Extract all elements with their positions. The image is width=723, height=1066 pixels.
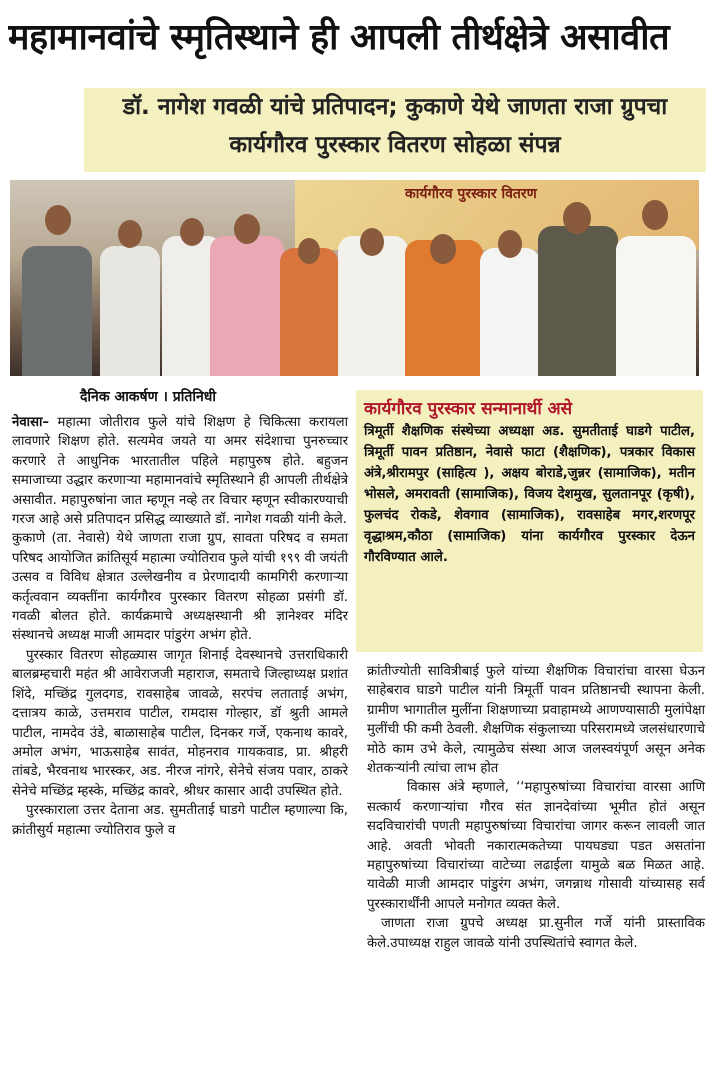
paragraph-5: क्रांतीज्योती सावित्रीबाई फुले यांच्या शैक्षणिक विचारांचा वारसा घेऊन साहेबराव घाडगे पाटील यांनी त्रिमूर्ती पावन प्रतिष्ठानची स्थापना केली. ग्रामीण भागातील मुलींना शिक्षणाच्या प्रवाहामध्ये आणण्यासाठी मुलांपेक्षा मुलींची फी कमी ठेवली. शैक्षणिक संकुलाच्या परिसरामध्ये जलसंधारणाचे मोठे काम उभे केले, त्यामुळेच संस्था आज जलस्वयंपूर्ण असून अनेक शेतकऱ्यांनी त्यांचा लाभ होत xyxy=(367,664,705,777)
paragraph-4: पुरस्काराला उत्तर देताना अड. सुमतीताई घाडगे पाटील म्हणाल्या कि, क्रांतीसुर्य महात्मा ज्योतिराव फुले व xyxy=(12,803,348,838)
event-photo xyxy=(10,180,699,376)
article-column-left xyxy=(12,413,348,840)
subheadline-box xyxy=(84,88,706,172)
dateline: नेवासा– xyxy=(12,415,49,430)
awardees-box xyxy=(356,390,703,652)
subheadline-line-1: डॉ. नागेश गवळी यांचे प्रतिपादन; कुकाणे येथे जाणता राजा ग्रुपचा xyxy=(122,94,668,120)
awardees-title: कार्यगौरव पुरस्कार सन्मानार्थी असे xyxy=(364,399,573,419)
paragraph-2: कुकाणे (ता. नेवासे) येथे जाणता राजा ग्रुप, सावता परिषद व समता परिषद आयोजित क्रांतिसूर्य महात्मा ज्योतिराव फुले यांची १९९ वी जयंती उत्सव व विविध क्षेत्रात उल्लेखनीय व प्रेरणादायी कामगिरी करणाऱ्या कर्तृत्ववान व्यक्तींना कार्यगौरव पुरस्कार वितरण सोहळा प्रसंगी डॉ. गवळी बोलत होते. कार्यक्रमाचे अध्यक्षस्थानी श्री ज्ञानेश्वर मंदिर संस्थानचे अध्यक्ष माजी आमदार पांडुरंग अभंग होते. xyxy=(12,531,348,644)
awardees-list: त्रिमूर्ती शैक्षणिक संस्थेच्या अध्यक्षा अड. सुमतीताई घाडगे पाटील, त्रिमूर्ती पावन प्रतिष्ठान, नेवासे फाटा (शैक्षणिक), पत्रकार विकास अंत्रे,श्रीरामपुर (साहित्य ), अक्षय बोराडे,जुन्नर (सामाजिक), मतीन भोसले, अमरावती (सामाजिक), विजय देशमुख, सुलतानपूर (कृषी), फुलचंद रोकडे, शेवगाव (सामाजिक), रावसाहेब मगर,शरणपूर वृद्धाश्रम,कौठा (सामाजिक) यांना कार्यगौरव पुरस्कार देऊन गौरविण्यात आले. xyxy=(364,424,695,565)
paragraph-3: पुरस्कार वितरण सोहळ्यास जागृत शिनाई देवस्थानचे उत्तराधिकारी बालब्रम्हचारी महंत श्री आवेराजजी महाराज, समताचे जिल्हाध्यक्ष प्रशांत शिंदे, मच्छिंद्र गुलदगड, रावसाहेब जावळे, सरपंच लताताई अभंग, दत्तात्रय काळे, उत्तमराव पाटील, रामदास गोल्हार, डॉ श्रुती आमले पाटील, नामदेव उंडे, बाळासाहेब पाटील, दिनकर गर्जे, एकनाथ कावरे, अमोल अभंग, भाऊसाहेब सावंत, मोहनराव गायकवाड, प्रा. श्रीहरी तांबडे, भैरवनाथ भारस्कर, अड. नीरज नांगरे, सेनेचे संजय पवार, ठाकरे सेनेचे मच्छिंद्र म्हस्के, मच्छिंद्र कावरे, श्रीधर कासार आदी उपस्थित होते. xyxy=(12,647,348,799)
banner-text: कार्यगौरव पुरस्कार वितरण xyxy=(405,186,537,202)
byline: दैनिक आकर्षण । प्रतिनिधी xyxy=(80,389,216,405)
headline: महामानवांचे स्मृतिस्थाने ही आपली तीर्थक्षेत्रे असावीत xyxy=(8,16,670,58)
subheadline-line-2: कार्यगौरव पुरस्कार वितरण सोहळा संपन्न xyxy=(229,132,561,158)
paragraph-6: विकास अंत्रे म्हणाले, ‘‘महापुरुषांच्या विचारांचा वारसा आणि सत्कार्य करणाऱ्यांचा गौरव संत ज्ञानदेवांच्या भूमीत होतं असून सदविचारांची पणती महापुरुषांच्या विचारांचा जागर करून लावली जात आहे. अवती भोवती नकारात्मकतेच्या पायघड्या पडत असतांना महापुरुषांच्या विचारांच्या वाटेच्या लढाईला यामुळे बळ मिळत आहे. यावेळी माजी आमदार पांडुरंग अभंग, जगन्नाथ गोसावी यांच्यासह सर्व पुरस्कारार्थींनी आपले मनोगत व्यक्त केले. xyxy=(367,780,705,912)
article-column-right xyxy=(367,662,705,953)
paragraph-7: जाणता राजा ग्रुपचे अध्यक्ष प्रा.सुनील गर्जे यांनी प्रास्ताविक केले.उपाध्यक्ष राहुल जावळे यांनी उपस्थितांचे स्वागत केले. xyxy=(367,916,705,951)
paragraph-1: महात्मा जोतीराव फुले यांचे शिक्षण हे चिकित्सा करायला लावणारे शिक्षण होते. सत्यमेव जयते या अमर संदेशाचा पुनरुच्चार करणारे ते आधुनिक भारतातील पहिले महापुरुष होते. बहुजन समाजाच्या उद्धार करणाऱ्या महामानवांचे स्मृतिस्थाने ही आपली तीर्थक्षेत्रे असावीत. महापुरुषांना जात म्हणून नव्हे तर विचार म्हणून स्वीकारण्याची गरज आहे असे प्रतिपादन प्रसिद्ध व्याख्याते डॉ. नागेश गवळी यांनी केले. xyxy=(12,415,348,528)
